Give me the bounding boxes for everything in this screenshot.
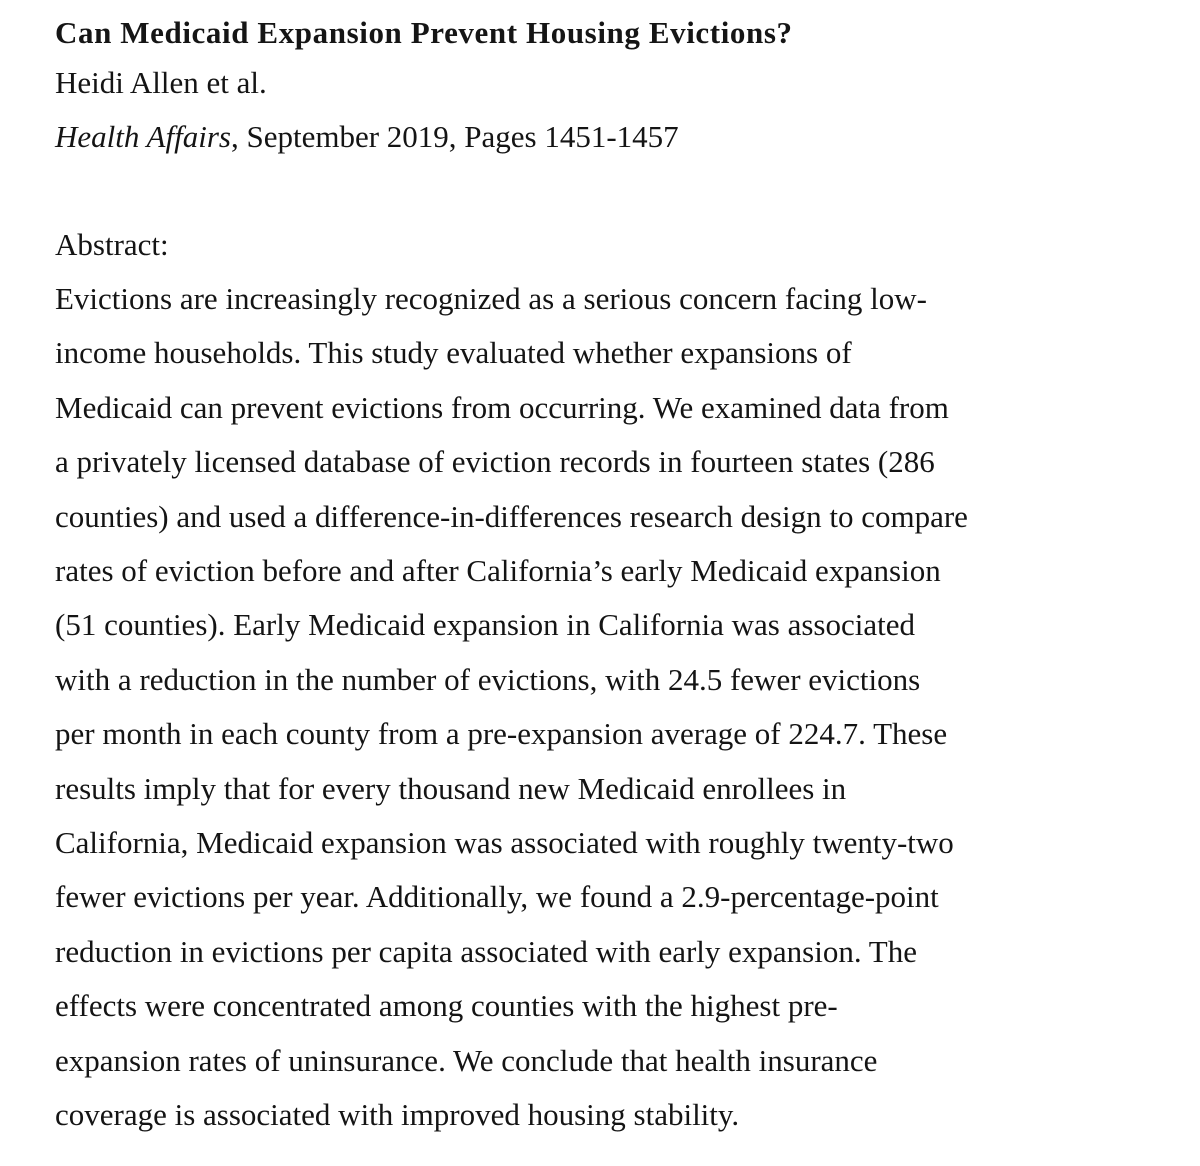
abstract-line: counties) and used a difference-in-differences research design to compare (55, 498, 968, 534)
journal-details: , September 2019, Pages 1451-1457 (230, 119, 679, 154)
abstract-line: results imply that for every thousand new Medicaid enrollees in (55, 770, 847, 806)
abstract-line: rates of eviction before and after California’s early Medicaid expansion (55, 553, 941, 589)
abstract-heading: Abstract: (55, 227, 169, 262)
abstract-line: fewer evictions per year. Additionally, we found a 2.9-percentage-point (55, 879, 939, 915)
article-page (55, 10, 1175, 1143)
abstract-line: per month in each county from a pre-expansion average of 224.7. These (55, 716, 948, 752)
abstract-line: a privately licensed database of eviction records in fourteen states (286 (55, 444, 935, 480)
abstract-line: with a reduction in the number of evictions, with 24.5 fewer evictions (55, 661, 921, 697)
journal-name: Health Affairs (55, 119, 231, 154)
section-spacer (55, 164, 1175, 218)
abstract-line: Medicaid can prevent evictions from occurring. We examined data from (55, 389, 949, 425)
abstract-line: California, Medicaid expansion was associated with roughly twenty-two (55, 825, 954, 861)
abstract-line: (51 counties). Early Medicaid expansion in California was associated (55, 607, 915, 643)
abstract-line: income households. This study evaluated whether expansions of (55, 335, 852, 371)
abstract-line: Evictions are increasingly recognized as a serious concern facing low- (55, 281, 927, 316)
article-authors: Heidi Allen et al. (55, 65, 267, 100)
abstract-line: effects were concentrated among counties with the highest pre- (55, 988, 838, 1024)
abstract-body (55, 272, 1175, 1143)
article-citation (55, 110, 1175, 164)
abstract-line: coverage is associated with improved housing stability. (55, 1097, 740, 1133)
abstract-line: expansion rates of uninsurance. We conclude that health insurance (55, 1042, 878, 1078)
abstract-line: reduction in evictions per capita associated with early expansion. The (55, 933, 917, 969)
article-title: Can Medicaid Expansion Prevent Housing Evictions? (55, 15, 793, 50)
